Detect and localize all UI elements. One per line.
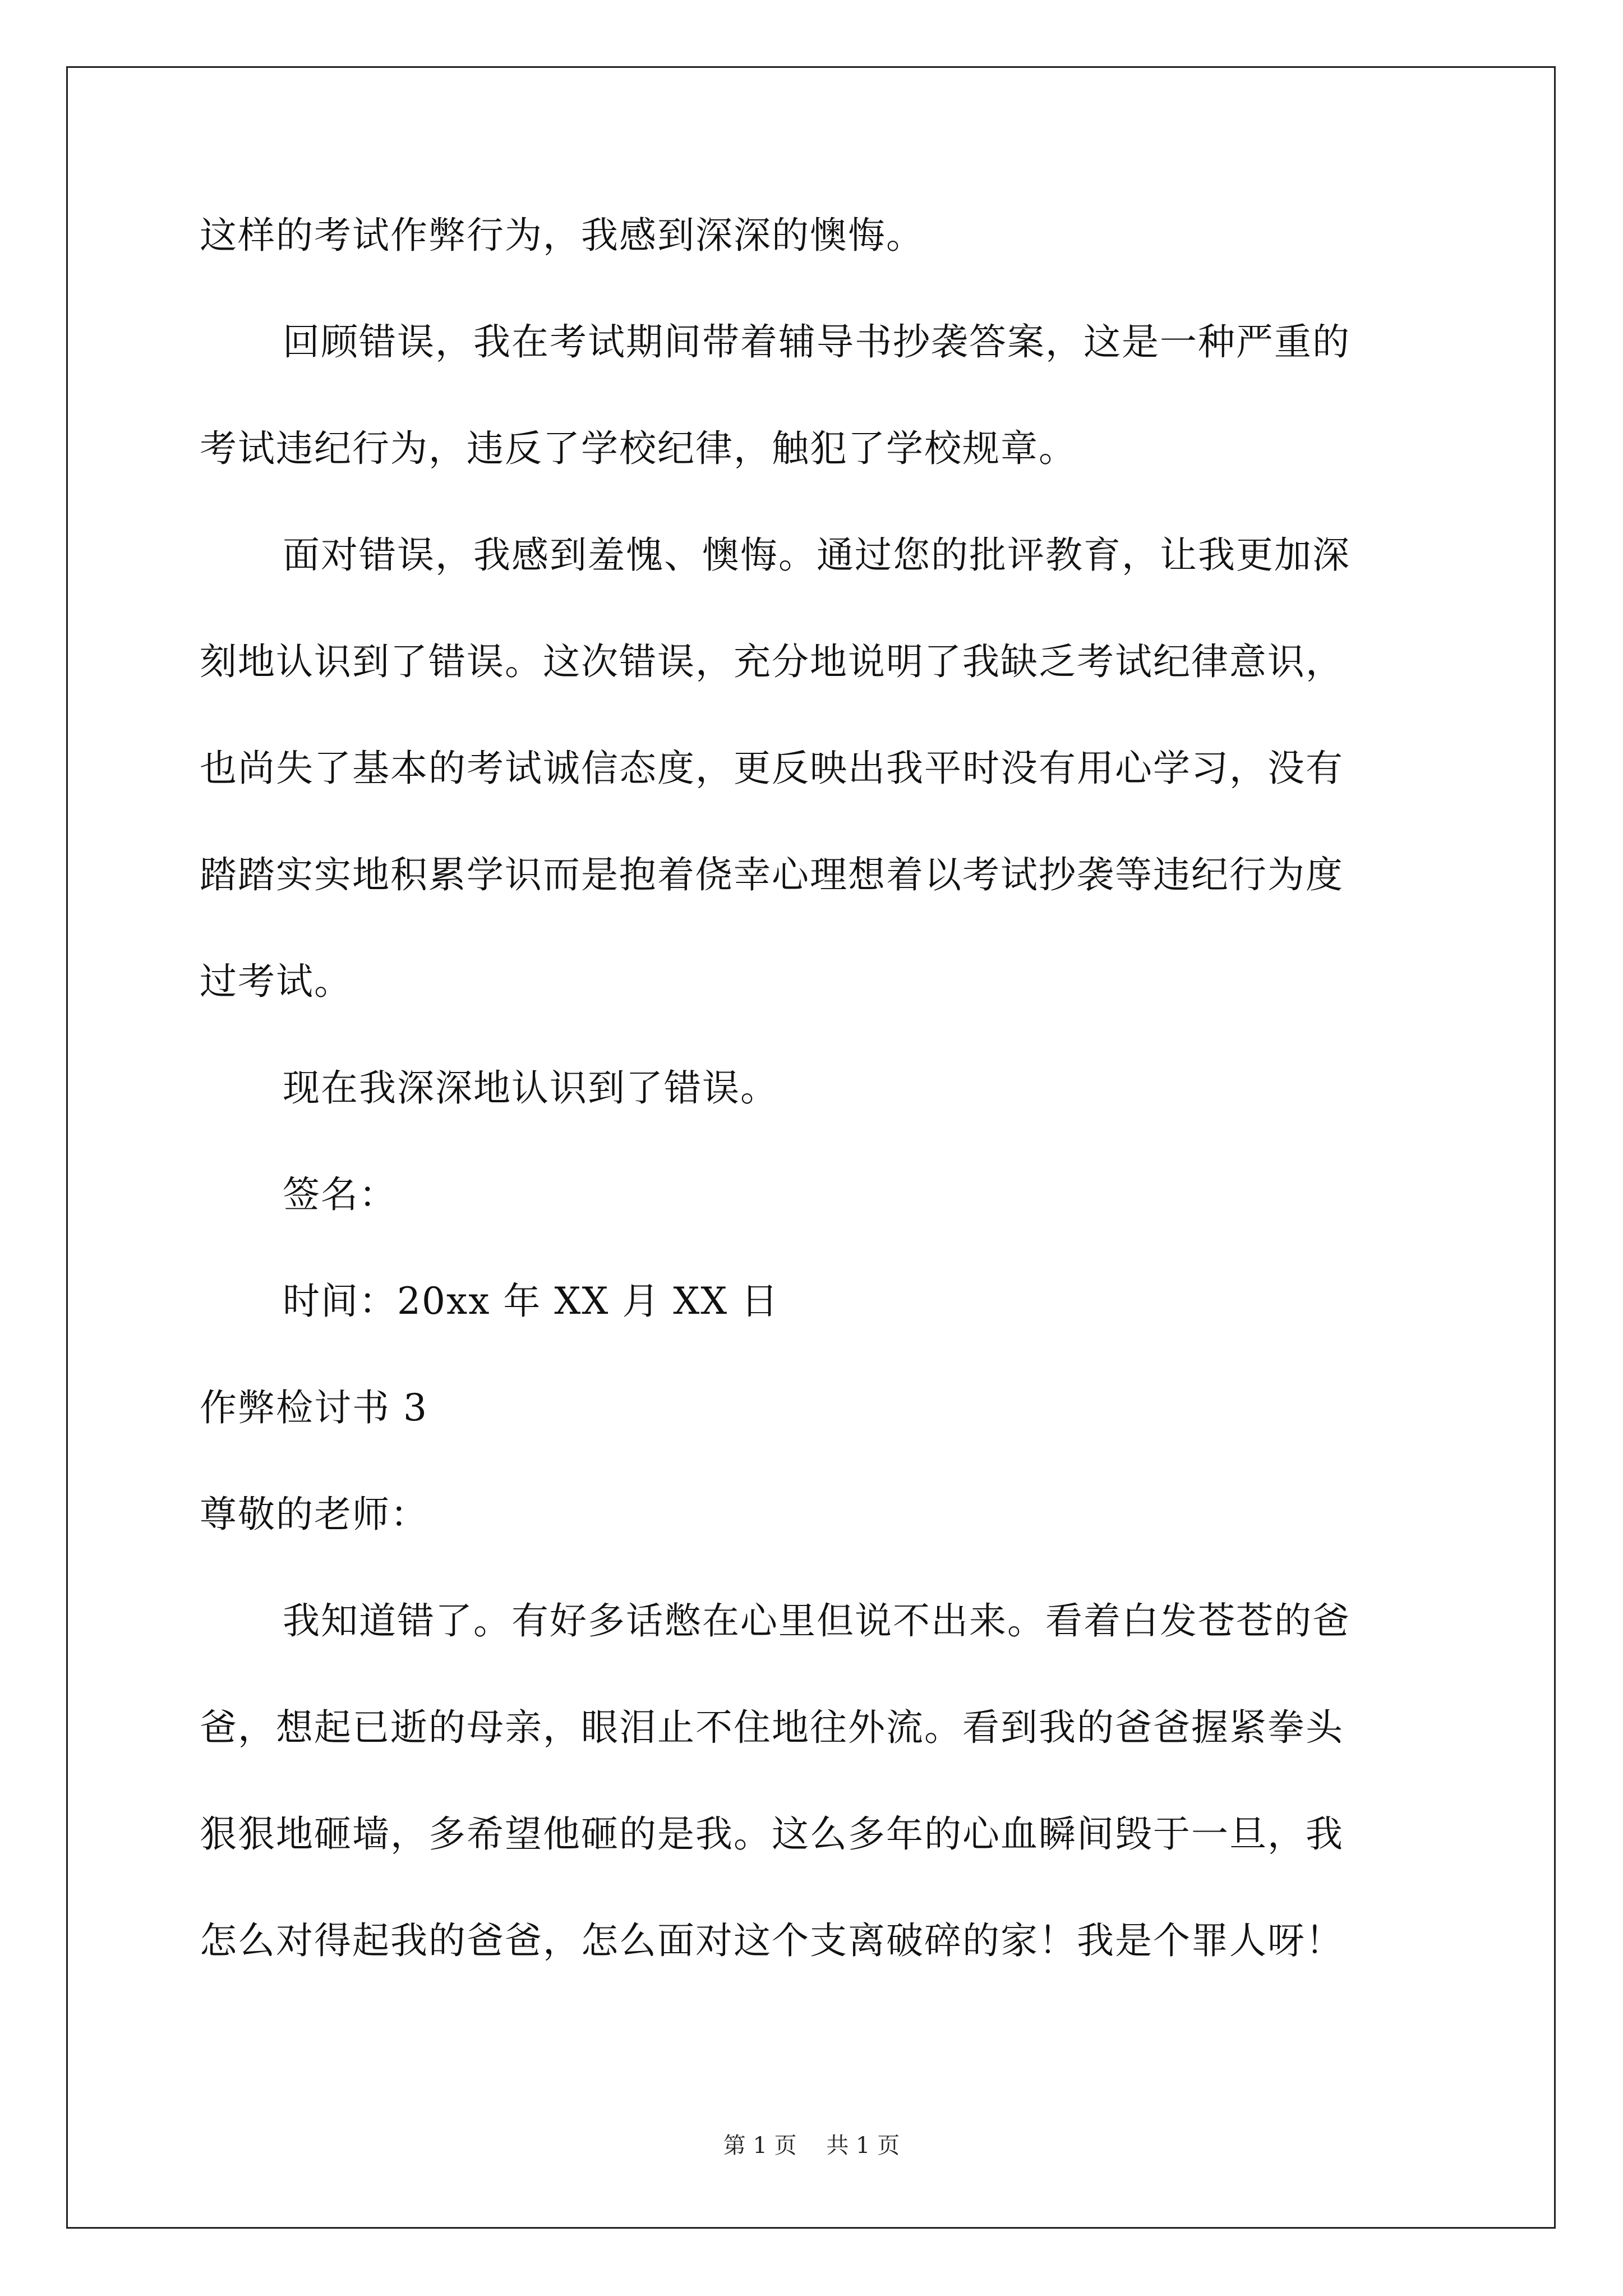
paragraph-line: 回顾错误，我在考试期间带着辅导书抄袭答案，这是一种严重的 xyxy=(283,320,1350,364)
page-number-footer: 第 1 页 共 1 页 xyxy=(723,2133,900,2159)
text-line: 考试违纪行为，违反了学校纪律，触犯了学校规章。 xyxy=(200,427,1077,470)
text-line: 怎么对得起我的爸爸，怎么面对这个支离破碎的家！我是个罪人呀！ xyxy=(200,1919,1344,1962)
text-line: 这样的考试作弊行为，我感到深深的懊悔。 xyxy=(200,214,924,257)
salutation: 尊敬的老师： xyxy=(200,1493,428,1536)
paragraph-line: 现在我深深地认识到了错误。 xyxy=(283,1066,778,1110)
paragraph-line: 面对错误，我感到羞愧、懊悔。通过您的批评教育，让我更加深 xyxy=(283,533,1350,577)
text-line: 爸，想起已逝的母亲，眼泪止不住地往外流。看到我的爸爸握紧拳头 xyxy=(200,1706,1344,1749)
text-line: 狠狠地砸墙，多希望他砸的是我。这么多年的心血瞬间毁于一旦，我 xyxy=(200,1812,1344,1856)
text-line: 过考试。 xyxy=(200,960,352,1003)
section-title: 作弊检讨书 3 xyxy=(200,1386,428,1429)
date-line: 时间：20xx 年 XX 月 XX 日 xyxy=(283,1280,780,1323)
page-frame xyxy=(66,66,1556,2229)
text-line: 也尚失了基本的考试诚信态度，更反映出我平时没有用心学习，没有 xyxy=(200,747,1344,790)
signature-label: 签名： xyxy=(283,1173,397,1216)
text-line: 刻地认识到了错误。这次错误，充分地说明了我缺乏考试纪律意识， xyxy=(200,640,1344,683)
paragraph-line: 我知道错了。有好多话憋在心里但说不出来。看着白发苍苍的爸 xyxy=(283,1599,1350,1642)
text-line: 踏踏实实地积累学识而是抱着侥幸心理想着以考试抄袭等违纪行为度 xyxy=(200,853,1344,896)
